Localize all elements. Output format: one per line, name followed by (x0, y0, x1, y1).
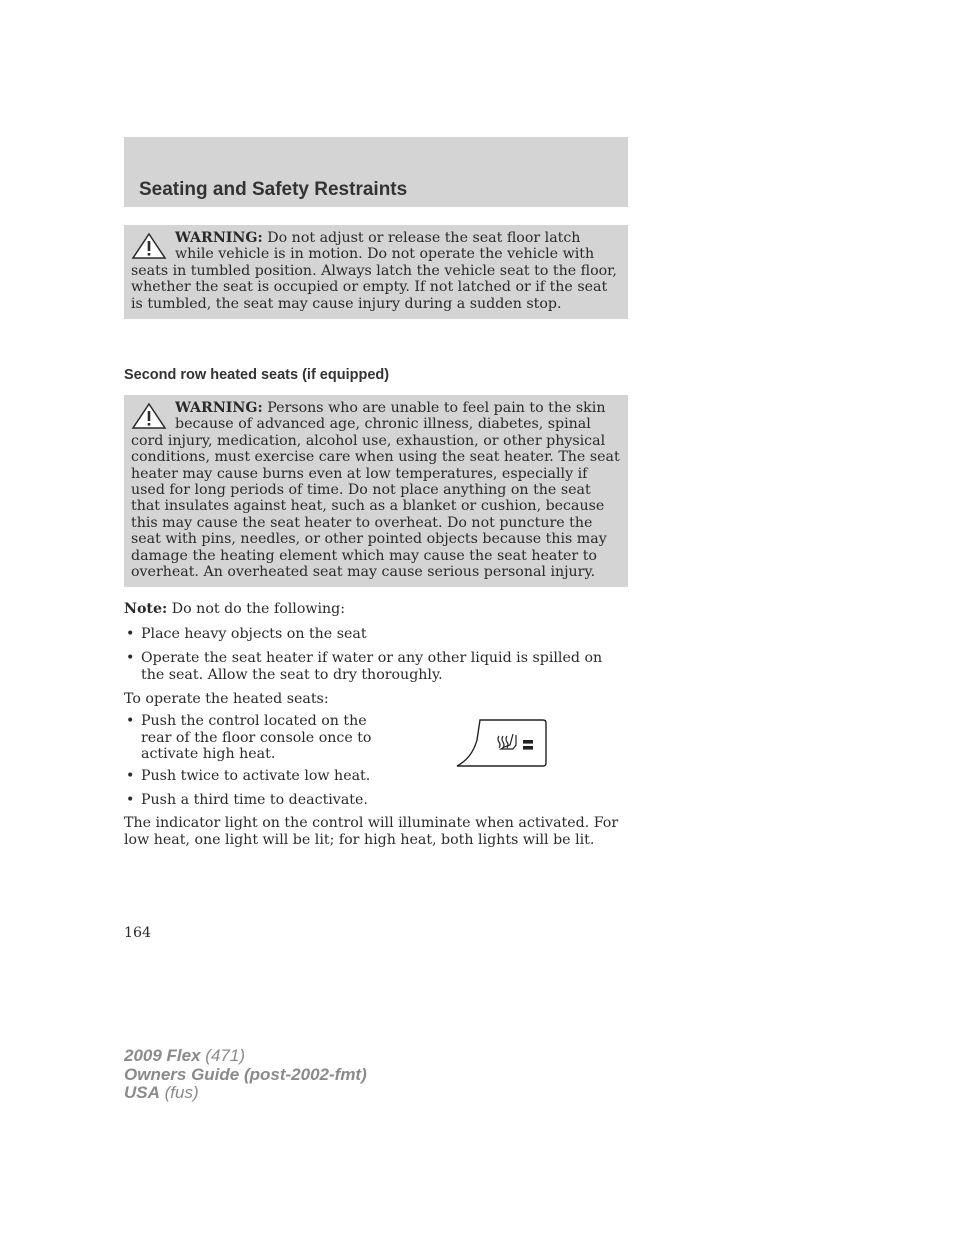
bullet-dot: • (126, 650, 135, 666)
footer-region-code: (fus) (164, 1083, 199, 1102)
list-item (124, 768, 628, 785)
note-paragraph (124, 601, 628, 618)
warning-box-seat-latch (124, 225, 628, 319)
bullet-dot: • (126, 768, 135, 784)
list-item-text: Place heavy objects on the seat (141, 626, 367, 642)
warning-label: WARNING: (175, 400, 263, 416)
footer-model-code: (471) (205, 1046, 245, 1065)
warning-triangle-icon (131, 402, 167, 430)
bullet-dot: • (126, 626, 135, 642)
list-item-text: Operate the seat heater if water or any other liquid is spilled on the seat. Allow the seat to dry thoroughly. (141, 650, 603, 683)
list-item-text: Push a third time to deactivate. (141, 792, 368, 808)
heated-seat-control-icon (455, 718, 549, 768)
header-band (124, 137, 628, 207)
page-title: Seating and Safety Restraints (139, 179, 408, 200)
warning-label: WARNING: (175, 230, 263, 246)
section-heading: Second row heated seats (if equipped) (124, 367, 390, 383)
list-item-text: Push twice to activate low heat. (141, 768, 371, 784)
list-item (124, 626, 628, 643)
footer-line (124, 1066, 367, 1085)
list-item (124, 650, 628, 683)
warning-text: Persons who are unable to feel pain to the skin because of advanced age, chronic illness, diabetes, spinal cord injury, medication, alcohol use, exhaustion, or other physical conditions, must exercise care when using the seat heater. The seat heater may cause burns even at low temperatures, especially if used for long periods of time. Do not place anything on the seat that insulates against heat, such as a blanket or cushion, because this may cause the seat heater to overheat. Do not puncture the seat with pins, needles, or other pointed objects because this may damage the heating element which may cause the seat heater to overheat. An overheated seat may cause serious personal injury. (131, 400, 620, 581)
bullet-dot: • (126, 792, 135, 808)
indicator-paragraph: The indicator light on the control will illuminate when activated. For low heat, one light will be lit; for high heat, both lights will be lit. (124, 815, 619, 848)
footer-line (124, 1047, 367, 1066)
operate-intro: To operate the heated seats: (124, 691, 329, 707)
warning-text: Do not adjust or release the seat floor latch while vehicle is in motion. Do not operate the vehicle with seats in tumbled position. Always latch the vehicle seat to the floor, whether the seat is occupied or empty. If not latched or if the seat is tumbled, the seat may cause injury during a sudden stop. (131, 230, 617, 312)
note-text: Do not do the following: (167, 601, 346, 617)
footer-region: USA (124, 1083, 160, 1102)
note-label: Note: (124, 601, 168, 617)
warning-triangle-icon (131, 232, 167, 260)
list-item (124, 792, 628, 809)
warning-box-heated-seats (124, 395, 628, 587)
bullet-dot: • (126, 713, 135, 729)
list-item (124, 713, 374, 763)
footer-model: 2009 Flex (124, 1046, 201, 1065)
page-number: 164 (124, 925, 152, 941)
list-item-text: Push the control located on the rear of the floor console once to activate high heat. (141, 713, 372, 762)
footer-line (124, 1084, 367, 1103)
footer-guide: Owners Guide (post-2002-fmt) (124, 1064, 367, 1084)
footer (124, 1047, 367, 1103)
